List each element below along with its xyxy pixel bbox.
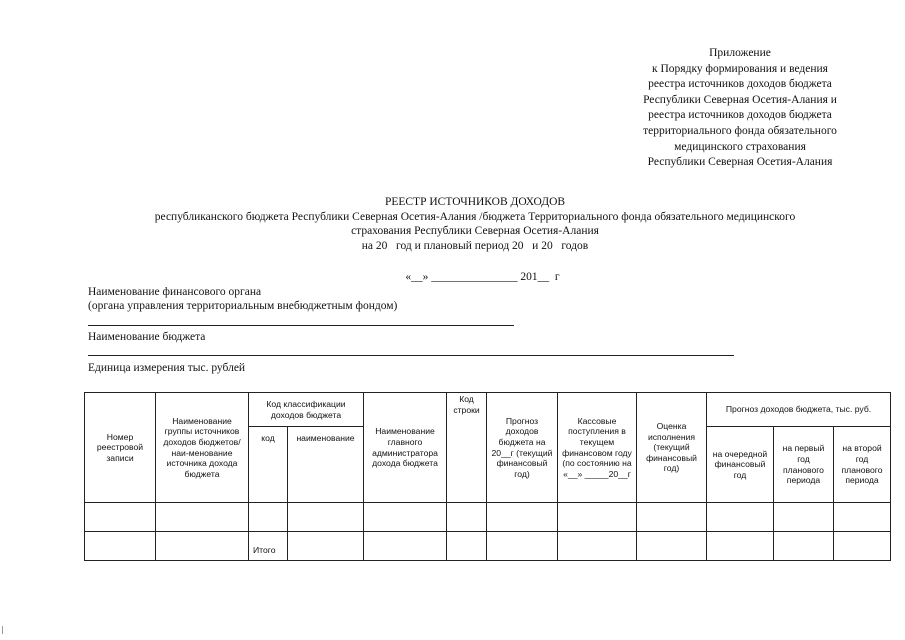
appendix-line: медицинского страхования [674,140,806,153]
title-line-2: страхования Республики Северная Осетия-Алания [351,225,599,237]
finance-body-underline [88,325,514,326]
table-cell [288,532,364,561]
table-cell [637,532,707,561]
appendix-line: Республики Северная Осетия-Алания [647,156,833,169]
table-cell [707,503,774,532]
table-cell [85,532,156,561]
header-forecast-group: Прогноз доходов бюджета, тыс. руб. [707,393,891,427]
title-line-1: республиканского бюджета Республики Северная Осетия-Алания /бюджета Территориального фонда обязательного медицинского [154,210,796,223]
registry-table [84,392,891,561]
table-cell [558,503,637,532]
title-heading: РЕЕСТР ИСТОЧНИКОВ ДОХОДОВ [384,196,566,208]
header-name: наименование [288,427,364,503]
table-cell [447,503,487,532]
table-cell [487,503,558,532]
appendix-line: реестра источников доходов бюджета [648,109,832,122]
header-line-code: Код строки [447,393,487,503]
table-cell [288,503,364,532]
budget-name-label: Наименование бюджета [88,331,206,343]
table-cell [834,532,891,561]
table-cell [558,532,637,561]
header-forecast-current: Прогноз доходов бюджета на 20__г (текущий финансовый год) [487,393,558,503]
header-admin-name: Наименование главного администратора дохода бюджета [364,393,447,503]
table-cell [85,503,156,532]
header-second-plan-year: на второй год планового периода [834,427,891,503]
header-code: код [249,427,288,503]
total-label: Итого [249,532,288,561]
header-first-plan-year: на первый год планового периода [774,427,834,503]
table-cell [364,532,447,561]
table-cell [249,503,288,532]
table-cell [774,532,834,561]
scan-artifact [2,626,3,634]
header-classification: Код классификации доходов бюджета [249,393,364,427]
table-cell [364,503,447,532]
table-cell [774,503,834,532]
header-reg-number: Номер реестровой записи [85,393,156,503]
table-row [85,503,891,532]
table-cell [447,532,487,561]
table-cell [637,503,707,532]
title-line-3: на 20 год и плановый период 20 и 20 годов [361,239,589,252]
header-estimate: Оценка исполнения (текущий финансовый год) [637,393,707,503]
header-next-year: на очередной финансовый год [707,427,774,503]
finance-body-note: (органа управления территориальным внебюджетным фондом) [88,300,398,312]
table-cell [487,532,558,561]
budget-name-underline [88,355,734,356]
finance-body-label: Наименование финансового органа [88,286,262,298]
unit-label: Единица измерения тыс. рублей [88,362,246,374]
header-row-1 [85,393,891,427]
appendix-line: Приложение [709,47,771,59]
document-title [80,195,870,253]
date-line: «__» _______________ 201__ г [405,271,560,283]
table-cell [707,532,774,561]
table-cell [156,532,249,561]
appendix-line: реестра источников доходов бюджета [648,78,832,91]
table-cell [834,503,891,532]
appendix-line: к Порядку формирования и ведения [652,62,828,75]
total-row [85,532,891,561]
header-group-name: Наименование группы источников доходов бюджетов/наи-менование источника дохода бюджета [156,393,249,503]
appendix-line: Республики Северная Осетия-Алания и [643,93,837,106]
appendix-note [600,46,880,171]
header-cash-receipts: Кассовые поступления в текущем финансовом году (по состоянию на «__» _____20__г [558,393,637,503]
appendix-line: территориального фонда обязательного [643,124,837,137]
table-cell [156,503,249,532]
